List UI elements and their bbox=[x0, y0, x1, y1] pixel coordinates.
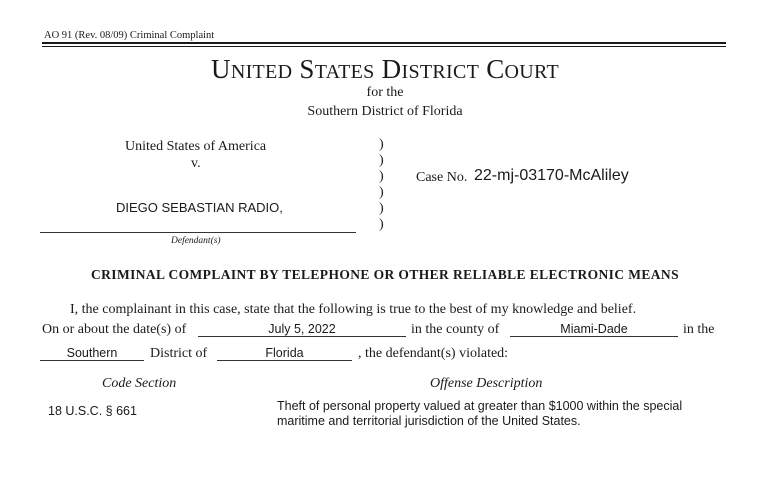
code-section-header: Code Section bbox=[102, 376, 177, 391]
caption-paren: ) bbox=[379, 201, 384, 216]
district-field: Southern bbox=[40, 346, 144, 361]
case-number-label: Case No. bbox=[416, 170, 468, 185]
in-the-text: in the bbox=[683, 322, 715, 337]
plaintiff-name: United States of America bbox=[125, 139, 267, 154]
complainant-statement: I, the complainant in this case, state that the following is true to the best of my knowledge and belief. bbox=[70, 302, 637, 317]
case-number: 22-mj-03170-McAliley bbox=[474, 167, 629, 184]
offense-description-header: Offense Description bbox=[430, 376, 543, 391]
caption-paren: ) bbox=[379, 169, 384, 184]
date-prefix: On or about the date(s) of bbox=[42, 322, 187, 337]
complaint-heading: CRIMINAL COMPLAINT BY TELEPHONE OR OTHER RELIABLE ELECTRONIC MEANS bbox=[91, 267, 679, 282]
county-label: in the county of bbox=[411, 322, 500, 337]
date-field: July 5, 2022 bbox=[198, 322, 406, 337]
offense-description-value bbox=[277, 399, 682, 429]
caption-paren: ) bbox=[379, 217, 384, 232]
offense-line: maritime and territorial jurisdiction of the United States. bbox=[277, 414, 581, 428]
defendant-label: Defendant(s) bbox=[171, 236, 221, 246]
court-district: Southern District of Florida bbox=[307, 104, 463, 119]
court-title: UNITED STATES DISTRICT COURT bbox=[211, 54, 559, 84]
for-the-text: for the bbox=[366, 85, 404, 100]
caption-paren: ) bbox=[379, 153, 384, 168]
district-of-label: District of bbox=[150, 346, 208, 361]
caption-paren: ) bbox=[379, 137, 384, 152]
caption-paren: ) bbox=[379, 185, 384, 200]
defendant-signature-line bbox=[40, 232, 356, 233]
violated-text: , the defendant(s) violated: bbox=[358, 346, 509, 361]
code-section-value: 18 U.S.C. § 661 bbox=[48, 404, 137, 418]
state-field: Florida bbox=[217, 346, 352, 361]
versus-text: v. bbox=[191, 156, 201, 171]
county-field: Miami-Dade bbox=[510, 322, 678, 337]
header-rule-thin bbox=[42, 46, 726, 47]
offense-line: Theft of personal property valued at greater than $1000 within the special bbox=[277, 399, 683, 413]
form-identifier: AO 91 (Rev. 08/09) Criminal Complaint bbox=[44, 30, 215, 41]
defendant-name: DIEGO SEBASTIAN RADIO, bbox=[116, 200, 283, 215]
header-rule-thick bbox=[42, 42, 726, 44]
